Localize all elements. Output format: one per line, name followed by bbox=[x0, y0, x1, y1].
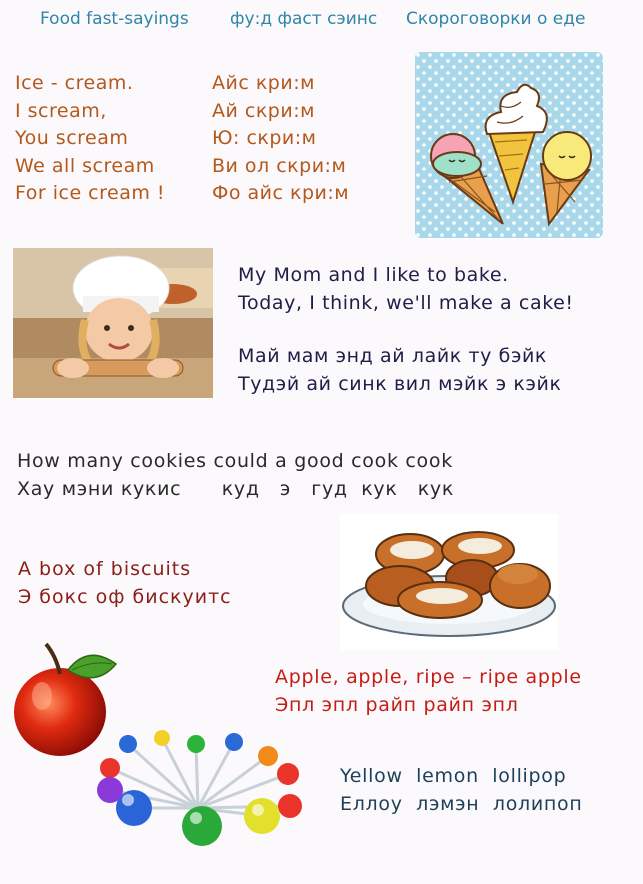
verse-line: Фо айс кри:м bbox=[212, 182, 350, 204]
ice-cream-transcription bbox=[212, 70, 349, 208]
verse-line: I scream, bbox=[15, 99, 107, 122]
verse-line: Ай скри:м bbox=[212, 99, 315, 122]
cookies-saying bbox=[17, 447, 454, 503]
verse-line: Тудэй ай синк вил мэйк э кэйк bbox=[238, 373, 562, 395]
saying-english: A box of biscuits bbox=[18, 558, 192, 580]
verse-line: Ви ол скри:м bbox=[212, 154, 347, 177]
apple-saying bbox=[275, 663, 582, 719]
saying-english: Yellow lemon lollipop bbox=[340, 765, 567, 787]
verse-line: Май мам энд ай лайк ту бэйк bbox=[238, 345, 548, 367]
biscuits-saying bbox=[18, 555, 232, 611]
bake-english bbox=[238, 261, 574, 317]
verse-line: Ю: скри:м bbox=[212, 127, 317, 149]
header-english: Food fast-sayings bbox=[40, 9, 189, 29]
child-baking-photo bbox=[13, 248, 213, 398]
bake-transcription bbox=[238, 342, 562, 398]
lollipop-saying bbox=[340, 762, 583, 818]
saying-transcription: Еллоу лэмэн лолипоп bbox=[340, 793, 583, 815]
ice-cream-cones-illustration bbox=[415, 52, 603, 238]
verse-line: You scream bbox=[15, 127, 129, 149]
ice-cream-english bbox=[15, 70, 165, 208]
header-transcription: фу:д фаст сэинс bbox=[230, 9, 378, 29]
verse-line: For ice cream ! bbox=[15, 182, 166, 204]
saying-english: How many cookies could a good cook cook bbox=[17, 450, 453, 472]
verse-line: Today, I think, we'll make a cake! bbox=[238, 292, 574, 314]
verse-line: We all scream bbox=[15, 154, 155, 177]
saying-transcription: Хау мэни кукис куд э гуд кук кук bbox=[17, 478, 455, 500]
verse-line: Ice - cream. bbox=[15, 72, 134, 94]
biscuits-plate-illustration bbox=[340, 514, 558, 650]
verse-line: Айс кри:м bbox=[212, 72, 315, 94]
saying-transcription: Э бокс оф бискуитс bbox=[18, 586, 232, 608]
saying-english: Apple, apple, ripe – ripe apple bbox=[275, 666, 582, 688]
verse-line: My Mom and I like to bake. bbox=[238, 264, 509, 286]
lollipops-illustration bbox=[92, 730, 314, 882]
header-russian: Скороговорки о еде bbox=[406, 9, 586, 29]
saying-transcription: Эпл эпл райп райп эпл bbox=[275, 694, 519, 716]
